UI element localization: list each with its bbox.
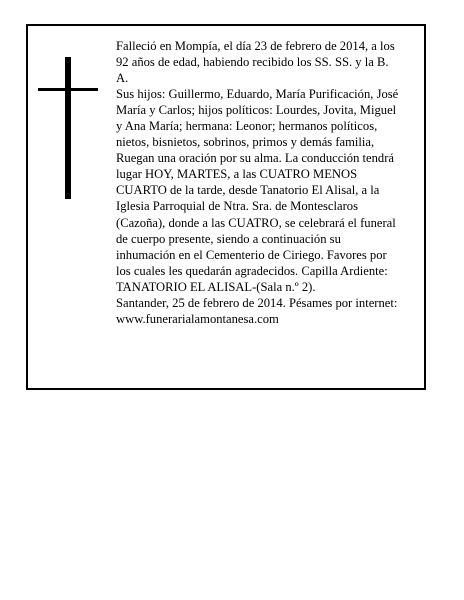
- obituary-text: Falleció en Mompía, el día 23 de febrero de 2014, a los 92 años de edad, habiendo recibido los SS. SS. y la B. A. Sus hijos: Guillermo, Eduardo, María Purificación, José María y Carlos; hijos políticos: Lourdes, Jovita, Miguel y Ana María; hermana: Leonor; hermanos políticos, nietos, bisnietos, sobrinos, primos y demás familia, Ruegan una oración por su alma. La conducción tendrá lugar HOY, MARTES, a las CUATRO MENOS CUARTO de la tarde, desde Tanatorio El Alisal, a la Iglesia Parroquial de Ntra. Sra. de Montesclaros (Cazoña), donde a las CUATRO, se celebrará el funeral de cuerpo presente, siendo a continuación su inhumación en el Cementerio de Ciriego. Favores por los cuales les quedarán agradecidos. Capilla Ardiente: TANATORIO EL ALISAL-(Sala n.º 2). Santander, 25 de febrero de 2014. Pésames por internet: www.funerarialamontanesa.com: [116, 39, 399, 326]
- obituary-notice: [26, 24, 426, 390]
- cross-horizontal-bar: [38, 88, 98, 91]
- cross-icon: [38, 57, 98, 199]
- cross-vertical-bar: [65, 57, 71, 199]
